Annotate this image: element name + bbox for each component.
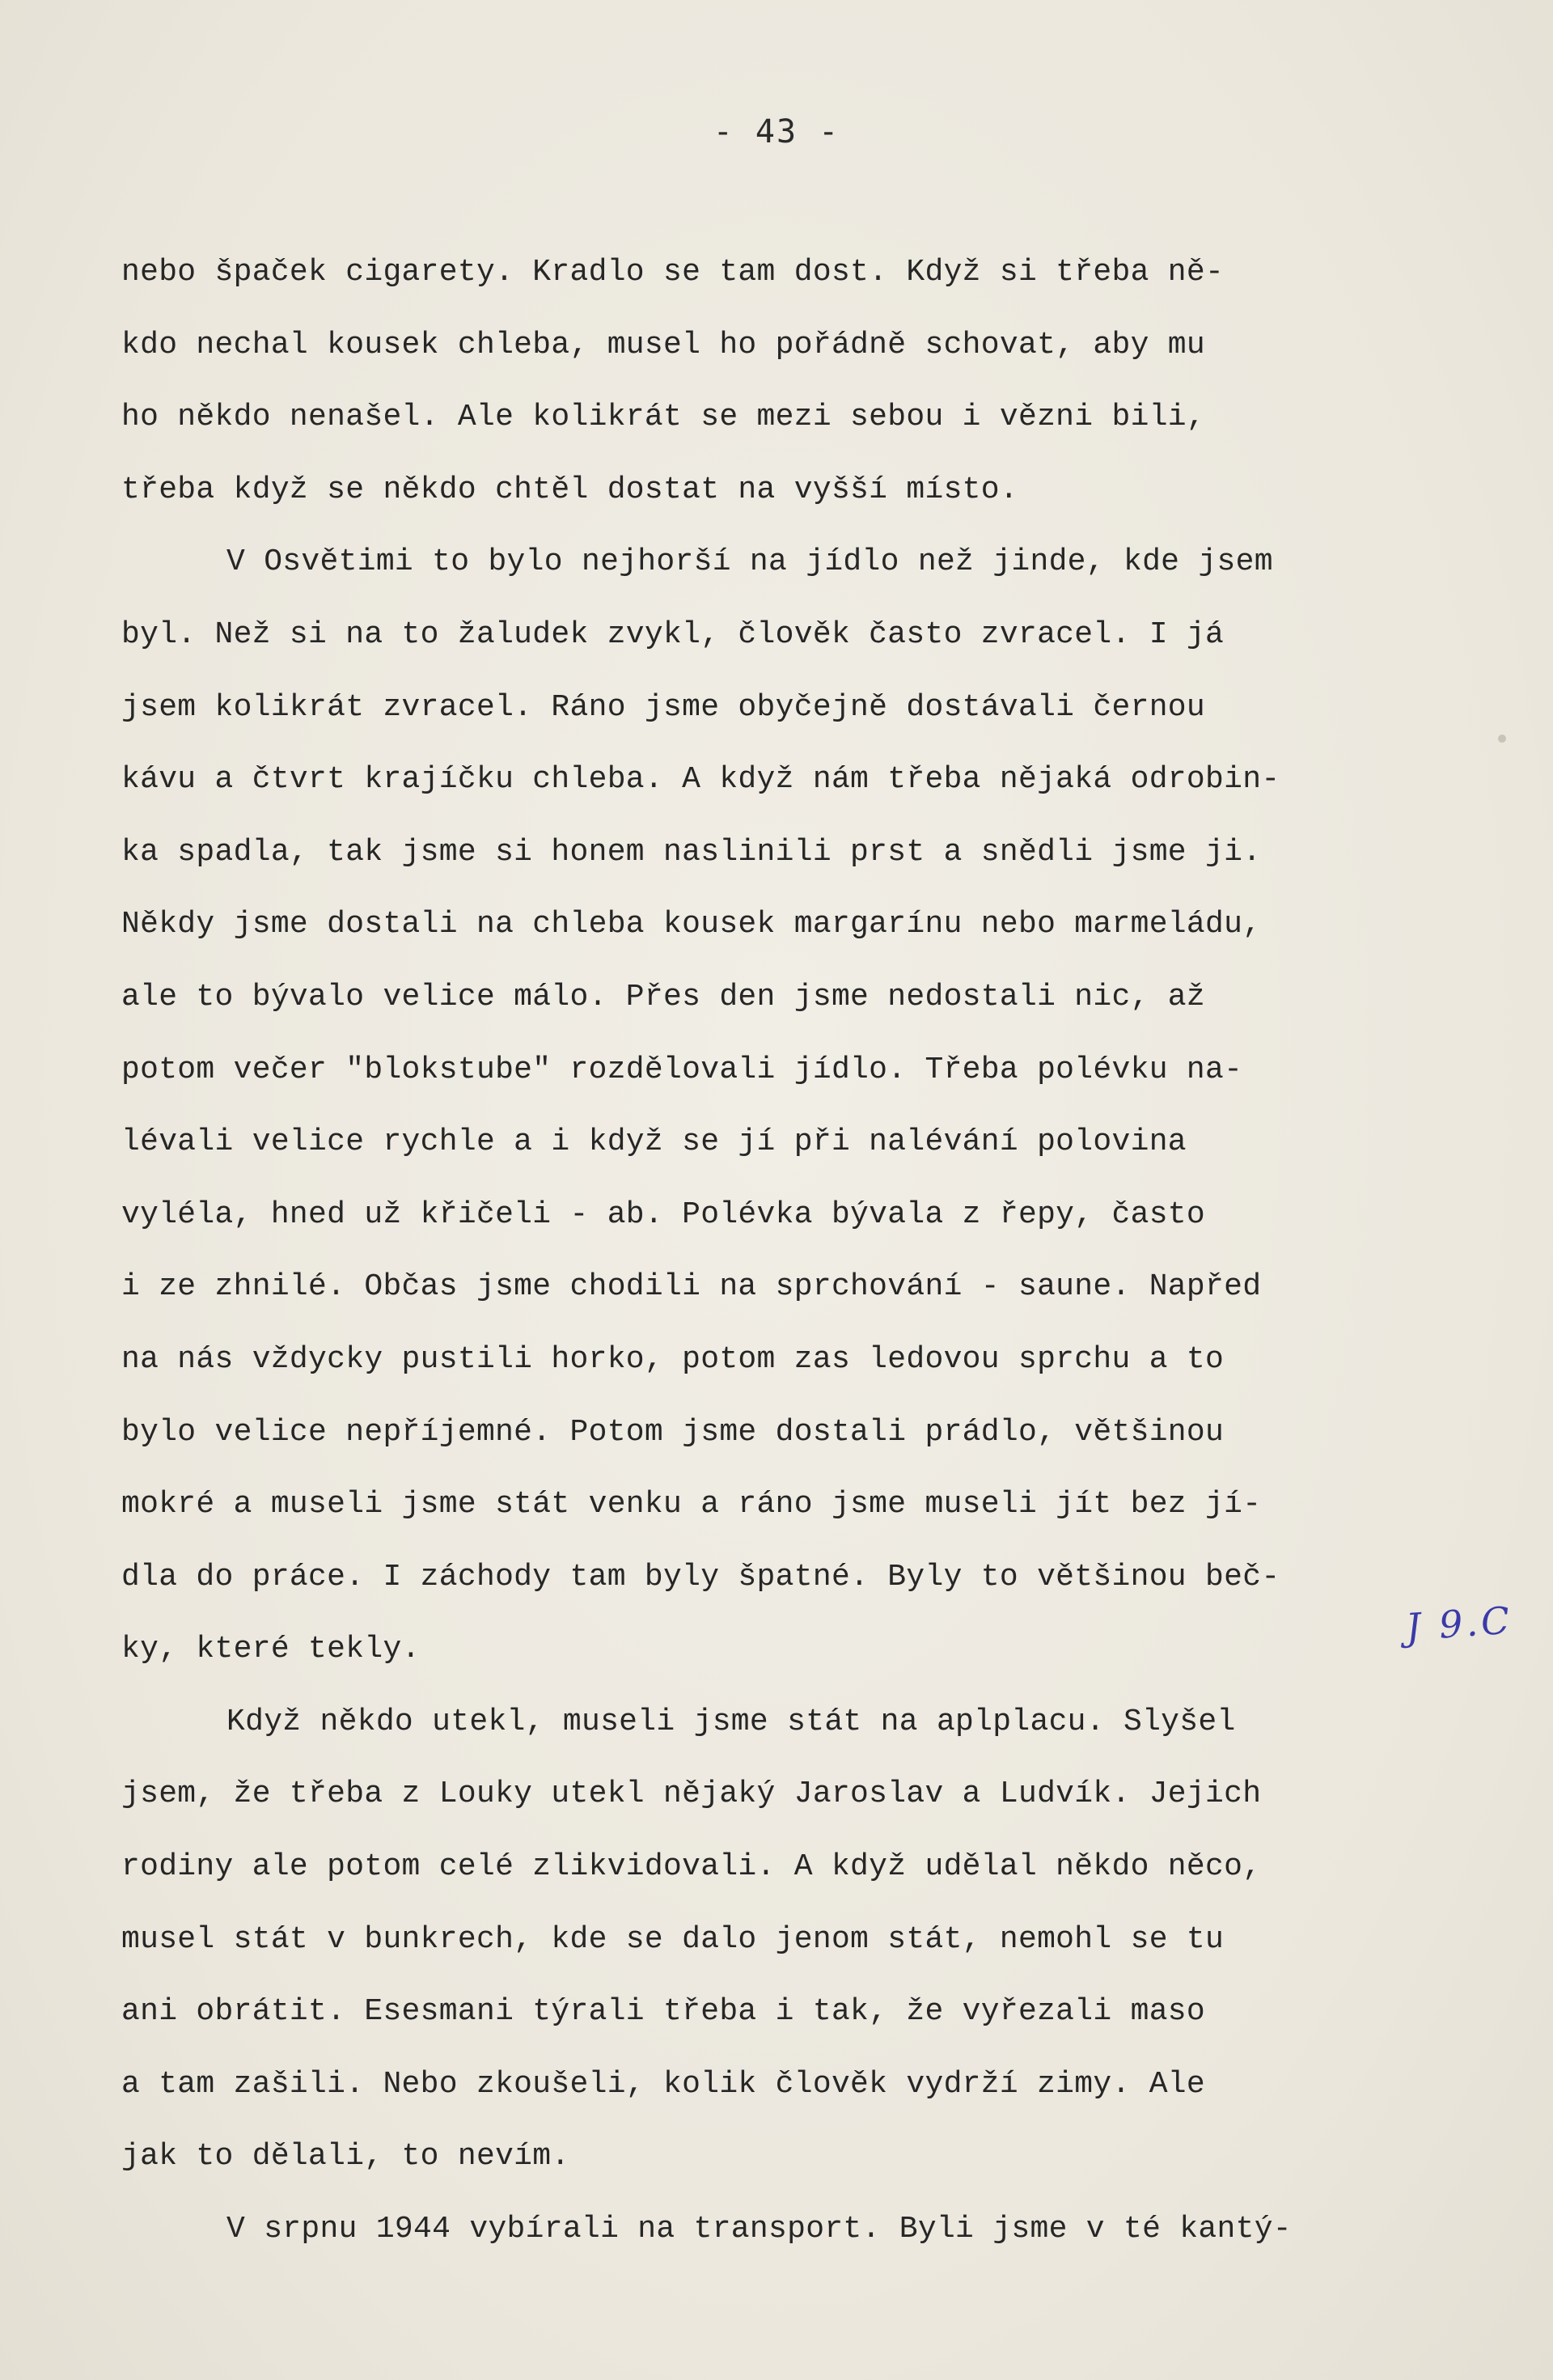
text-line: jsem, že třeba z Louky utekl nějaký Jaroslav a Ludvík. Jejich [121,1777,1262,1812]
text-line: mokré a museli jsme stát venku a ráno jsme museli jít bez jí- [121,1487,1262,1522]
text-line: na nás vždycky pustili horko, potom zas ledovou sprchu a to [121,1341,1225,1377]
text-line: byl. Než si na to žaludek zvykl, člověk často zvracel. I já [121,616,1225,652]
text-line: kdo nechal kousek chleba, musel ho pořádně schovat, aby mu [121,327,1206,362]
text-line: bylo velice nepříjemné. Potom jsme dostali prádlo, většinou [121,1414,1225,1450]
text-line: lévali velice rychle a i když se jí při nalévání polovina [121,1124,1187,1160]
text-line: vyléla, hned už křičeli - ab. Polévka bývala z řepy, často [121,1196,1206,1232]
text-line: ale to bývalo velice málo. Přes den jsme nedostali nic, až [121,979,1206,1014]
text-line: Někdy jsme dostali na chleba kousek margarínu nebo marmeládu, [121,907,1262,942]
text-line: ho někdo nenašel. Ale kolikrát se mezi sebou i vězni bili, [121,400,1206,435]
text-line: jsem kolikrát zvracel. Ráno jsme obyčejně dostávali černou [121,689,1206,725]
handwritten-annotation: J 9.C [1404,1598,1514,1649]
page-number: - 43 - [713,113,840,150]
text-line: jak to dělali, to nevím. [121,2139,570,2175]
paragraph-start-line: Když někdo utekl, museli jsme stát na aplplacu. Slyšel [226,1704,1236,1739]
text-line: rodiny ale potom celé zlikvidovali. A když udělal někdo něco, [121,1849,1262,1885]
text-line: potom večer "blokstube" rozdělovali jídlo. Třeba polévku na- [121,1052,1243,1087]
text-line: ka spadla, tak jsme si honem naslinili prst a snědli jsme ji. [121,834,1262,870]
text-line: ky, které tekly. [121,1632,421,1667]
text-line: ani obrátit. Esesmani týrali třeba i tak, že vyřezali maso [121,1994,1206,2030]
text-line: musel stát v bunkrech, kde se dalo jenom stát, nemohl se tu [121,1921,1225,1957]
text-line: a tam zašili. Nebo zkoušeli, kolik člověk vydrží zimy. Ale [121,2066,1206,2102]
paragraph-start-line: V Osvětimi to bylo nejhorší na jídlo než jinde, kde jsem [226,544,1273,580]
text-line: třeba když se někdo chtěl dostat na vyšší místo. [121,472,1018,507]
body-text [121,236,1464,2266]
text-line: nebo špaček cigarety. Kradlo se tam dost. Když si třeba ně- [121,255,1225,290]
text-line: dla do práce. I záchody tam byly špatné. Byly to většinou beč- [121,1559,1280,1594]
text-line: kávu a čtvrt krajíčku chleba. A když nám třeba nějaká odrobin- [121,762,1280,798]
text-line: i ze zhnilé. Občas jsme chodili na sprchování - saune. Napřed [121,1269,1262,1305]
paragraph-start-line: V srpnu 1944 vybírali na transport. Byli jsme v té kantý- [226,2212,1292,2247]
paper-speck [1498,735,1506,743]
